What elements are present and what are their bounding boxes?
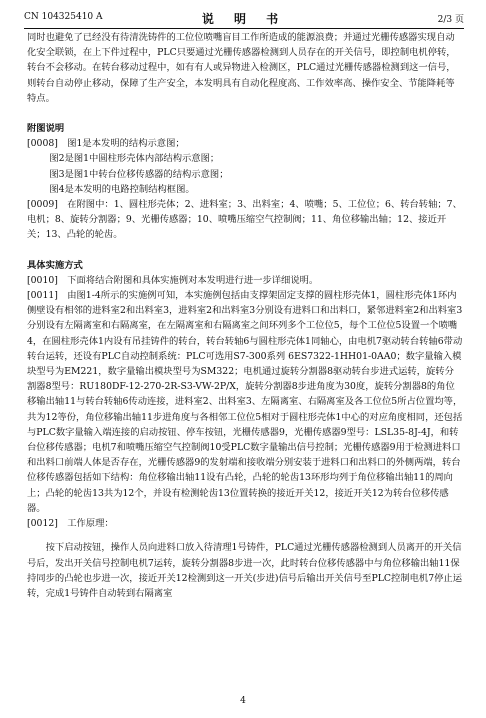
figures-heading: 附图说明 <box>27 123 65 135</box>
paragraph-0010: [0010] 下面将结合附图和具体实施例对本发明进行进一步详细说明。 <box>27 274 319 286</box>
page-indicator: 2/3 页 <box>437 15 464 25</box>
paragraph-0009: [0009] 在附图中：1、圆柱形壳体；2、进料室；3、出料室；4、喷嘴；5、工位位；6、转台转轴；7、电机；8、旋转分割器；9、光栅传感器；10、喷嘴压缩空气控制阀；11、角位移输出轴；12、接近开关；13、凸轮的轮齿。 <box>27 199 462 241</box>
figure-2-caption: 图2是图1中圆柱形壳体内部结构示意图； <box>49 153 220 165</box>
paragraph-0011: [0011] 由图1-4所示的实施例可知，本实施例包括由支撑架固定支撑的圆柱形壳体1，圆柱形壳体1环内侧壁设有相邻的进料室2和出料室3，进料室2和出料室3分别设有进料口和出料口，紧邻进料室2和出料室3分别设有左隔离室和右隔离室，在左隔离室和右隔离室之间环列多个工位位5，每个工位位5设置一个喷嘴4，在圆柱形壳体1内设有吊挂铸件的转台，转台转轴6与圆柱形壳体1同轴心，由电机7驱动转台转轴6带动转台运转，还设有PLC自动控制系统：PLC可选用S7-300系列 6ES7322-1HH01-0AA0；数字量输入模块型号为EM221，数字量输出模块型号为SM322；电机通过旋转分割器8驱动转台步进式运转，旋转分割器8型号：RU180DF-12-270-2R-S3-VW-2P/X，旋转分割器8步进角度为30度，旋转分割器8的角位移输出轴11与转台转轴6传动连接，进料室2、出料室3、左隔离室、右隔离室及各工位位5所占位置均等，共为12等份，角位移输出轴11步进角度与各相邻工位位5相对于圆柱形壳体1中心的对应角度相同，还包括与PLC数字量输入端连接的启动按钮、停车按钮，光栅传感器9，光栅传感器9型号：LSL35-8J-4J，和转台位移传感器；电机7和喷嘴压缩空气控制阀10受PLC数字量输出信号控制；光栅传感器9用于检测进料口和出料口前端人体是否存在，光栅传感器9的发射端和接收端分别安装于进料口和出料口的外侧两端，转台位移传感器包括如下结构：角位移输出轴11设有凸轮，凸轮的轮齿13环形均列于角位移输出轴11的周向上；凸轮的轮齿13共为12个，并设有检测轮齿13位置转换的接近开关12，接近开关12为转台位移传感器。 <box>27 290 463 514</box>
embodiment-heading: 具体实施方式 <box>27 259 83 271</box>
page-header <box>24 10 464 28</box>
intro-paragraph: 同时也避免了已经没有待清洗铸件的工位位喷嘴盲目工作所造成的能源浪费；并通过光栅传感器实现自动化安全联锁，在上下件过程中，PLC只要通过光栅传感器检测到人员存在的开关信号，即控制电机停转，转台不会移动。在转台移动过程中，如有有人或异物进入检测区，PLC通过光栅传感器检测到这一信号，则转台自动停止移动，保障了生产安全，本发明具有自动化程度高、工作效率高、操作安全、节能降耗等特点。 <box>27 32 456 104</box>
document-body <box>27 30 463 601</box>
paragraph-0008: [0008] 图1是本发明的结构示意图； <box>27 138 185 150</box>
header-divider <box>24 28 464 29</box>
paragraph-0012: [0012] 工作原理： <box>27 518 114 530</box>
figure-4-caption: 图4是本发明的电路控制结构框图。 <box>49 183 195 195</box>
page-number: 4 <box>240 696 246 706</box>
document-title: 说 明 书 <box>201 12 287 26</box>
working-principle-paragraph: 按下启动按钮，操作人员向进料口放入待清理1号铸件，PLC通过光栅传感器检测到人员离开的开关信号后，发出开关信号控制电机7运转，旋转分割器8步进一次，此时转台位移传感器中与角位移输出轴11保持同步的凸轮也步进一次，接近开关12检测到这一开关(步进)信号后输出开关信号至PLC控制电机7停止运转，完成1号铸件自动转到右隔离室 <box>27 542 463 599</box>
figure-3-caption: 图3是图1中转台位移传感器的结构示意图； <box>49 168 229 180</box>
patent-number: CN 104325410 A <box>24 12 103 22</box>
